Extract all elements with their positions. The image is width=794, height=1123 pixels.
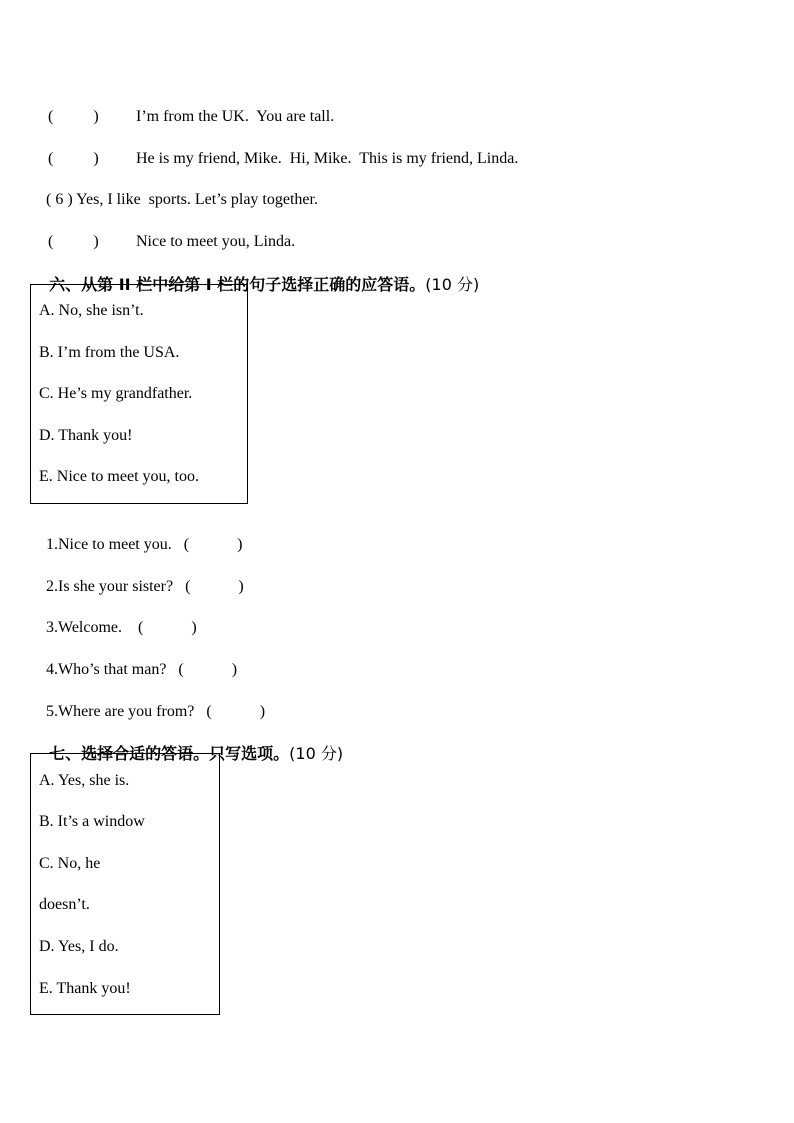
answer-paren[interactable]: ( ) — [48, 150, 99, 167]
answer-paren[interactable]: ( ) — [183, 536, 243, 553]
section7-title: 七、选择合适的答语。只写选项。 — [49, 744, 290, 763]
section7-options-box — [30, 753, 220, 1015]
question-3 — [38, 598, 197, 638]
dialogue-text: He is my friend, Mike. Hi, Mike. This is my friend, Linda. — [136, 150, 519, 167]
dialogue-line-1 — [40, 87, 334, 127]
option-e: E. Thank you! — [39, 980, 131, 997]
option-d: D. Yes, I do. — [39, 938, 119, 955]
section6-title: 六、从第 II 栏中给第 I 栏的句子选择正确的应答语。 — [49, 275, 426, 294]
dialogue-line-4 — [40, 212, 295, 252]
question-1 — [38, 515, 242, 555]
question-text: 3.Welcome. — [46, 619, 123, 636]
question-2 — [38, 557, 244, 597]
option-a: A. No, she isn’t. — [39, 302, 144, 319]
question-text: 2.Is she your sister? — [46, 578, 174, 595]
question-5 — [38, 682, 265, 722]
answer-paren[interactable]: ( ) — [206, 703, 266, 720]
dialogue-text: Nice to meet you, Linda. — [136, 233, 296, 250]
question-4 — [38, 640, 237, 680]
answer-paren: ( 6 ) — [46, 191, 73, 208]
section6-score: (10 分) — [425, 275, 480, 294]
option-a: A. Yes, she is. — [39, 772, 130, 789]
option-c: C. No, he — [39, 855, 101, 872]
answer-paren[interactable]: ( ) — [48, 233, 99, 250]
dialogue-text: Yes, I like sports. Let’s play together. — [76, 191, 318, 208]
question-text: 4.Who’s that man? — [46, 661, 167, 678]
section6-options-box — [30, 284, 248, 504]
option-c: C. He’s my grandfather. — [39, 385, 193, 402]
dialogue-text: I’m from the UK. You are tall. — [136, 108, 335, 125]
question-text: 1.Nice to meet you. — [46, 536, 172, 553]
option-b: B. It’s a window — [39, 813, 145, 830]
answer-paren[interactable]: ( ) — [48, 108, 99, 125]
answer-paren[interactable]: ( ) — [178, 661, 238, 678]
option-b: B. I’m from the USA. — [39, 344, 180, 361]
section7-score: (10 分) — [289, 744, 344, 763]
option-e: E. Nice to meet you, too. — [39, 468, 199, 485]
option-c-continued: doesn’t. — [39, 896, 90, 913]
dialogue-line-3 — [38, 170, 318, 210]
dialogue-line-2 — [40, 129, 518, 169]
option-d: D. Thank you! — [39, 427, 133, 444]
question-text: 5.Where are you from? — [46, 703, 195, 720]
answer-paren[interactable]: ( ) — [138, 619, 197, 636]
answer-paren[interactable]: ( ) — [185, 578, 244, 595]
